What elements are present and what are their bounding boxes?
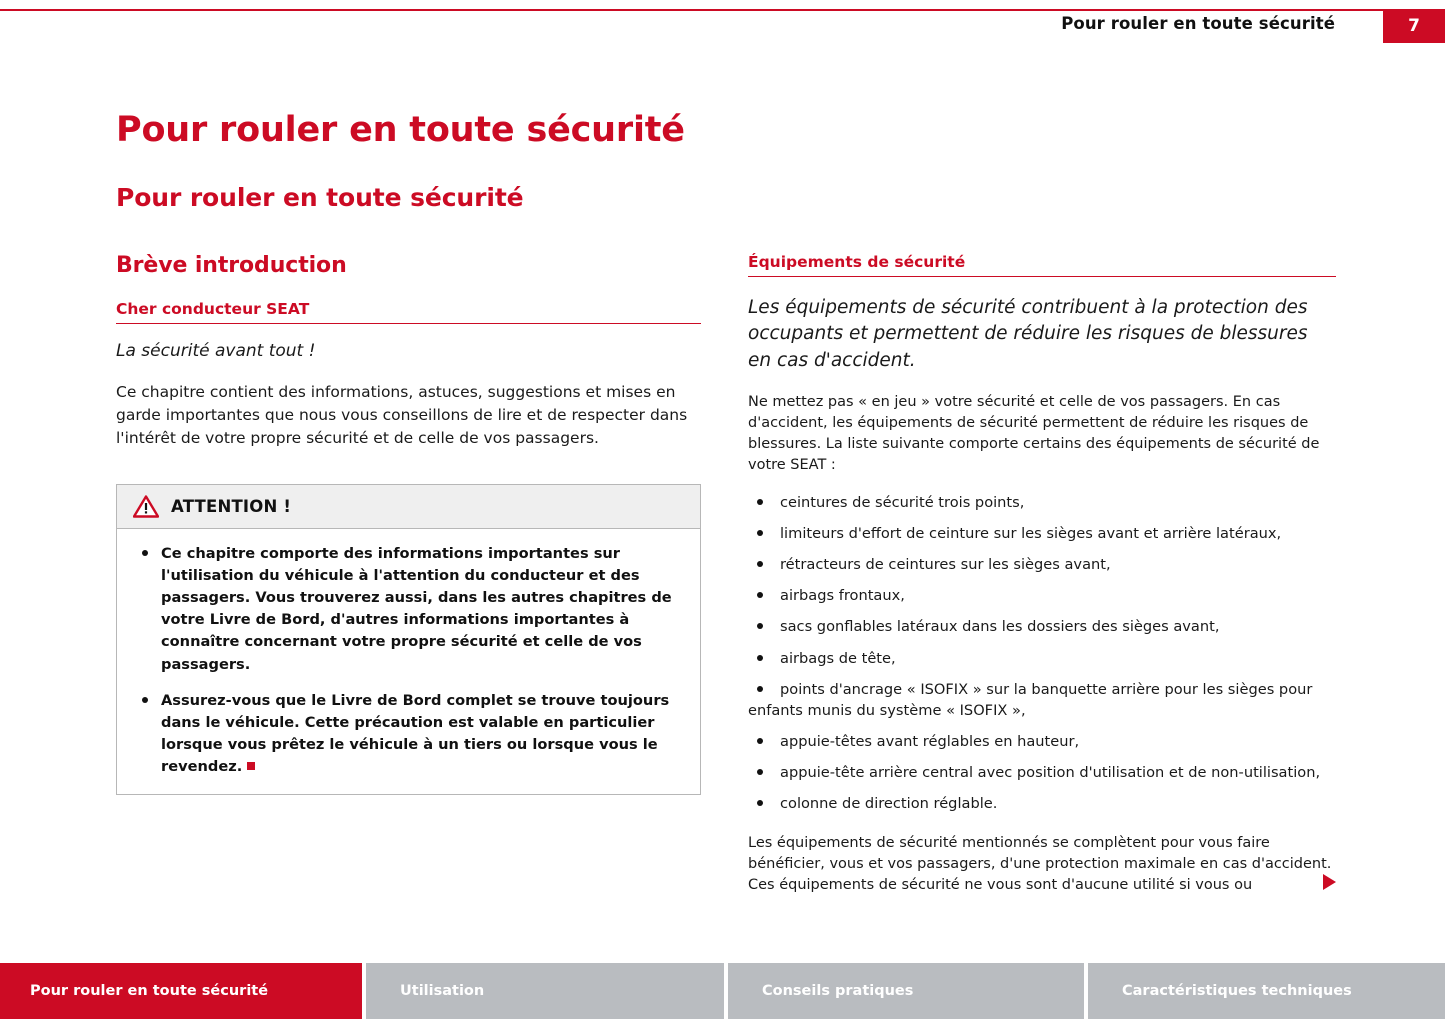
list-item-text: ceintures de sécurité trois points, xyxy=(780,493,1025,511)
warning-header xyxy=(117,485,700,529)
warning-body xyxy=(117,529,700,795)
header-chapter-title: Pour rouler en toute sécurité xyxy=(1061,14,1335,33)
right-column xyxy=(748,253,1336,896)
right-lead-text: Les équipements de sécurité contribuent à la protection des occupants et permettent de réduire les risques de blessures en cas d'accident. xyxy=(748,297,1308,371)
bullet-icon xyxy=(757,561,763,567)
warning-item xyxy=(133,690,684,779)
bullet-icon xyxy=(757,592,763,598)
list-item xyxy=(748,648,1336,669)
end-of-note-marker xyxy=(247,762,255,770)
left-subheading: Brève introduction xyxy=(116,253,347,278)
bullet-icon xyxy=(757,655,763,661)
safety-equipment-list xyxy=(748,492,1336,815)
chapter-title: Pour rouler en toute sécurité xyxy=(116,110,685,150)
list-item xyxy=(748,585,1336,606)
list-item-text: limiteurs d'effort de ceinture sur les sièges avant et arrière latéraux, xyxy=(780,525,1282,543)
list-item xyxy=(748,616,1336,637)
list-item xyxy=(748,731,1336,752)
warning-item xyxy=(133,543,684,676)
bullet-icon xyxy=(757,530,763,536)
bullet-icon xyxy=(757,499,763,505)
bullet-icon xyxy=(142,697,148,703)
bullet-icon xyxy=(757,686,763,692)
left-lead-text: La sécurité avant tout ! xyxy=(116,341,316,361)
list-item xyxy=(748,554,1336,575)
footer-tab-utilisation[interactable]: Utilisation xyxy=(362,963,724,1019)
right-body-paragraph: Ne mettez pas « en jeu » votre sécurité et celle de vos passagers. En cas d'accident, les équipements de sécurité permettent de réduire les risques de blessures. La liste suivante comporte certains des équipements de sécurité de votre SEAT : xyxy=(748,393,1320,473)
right-closing-paragraph: Les équipements de sécurité mentionnés se complètent pour vous faire bénéficier, vous et vos passagers, d'une protection maximale en cas d'accident. Ces équipements de sécurité ne vous sont d'aucune utilité si vous ou xyxy=(748,834,1332,893)
footer-tabs xyxy=(0,963,1445,1019)
warning-item-text: Assurez-vous que le Livre de Bord complet se trouve toujours dans le véhicule. Cette précaution est valable en particulier lorsque vous prêtez le véhicule à un tiers ou lorsque vous le revendez. xyxy=(161,691,670,776)
list-item xyxy=(748,523,1336,544)
warning-triangle-icon xyxy=(133,495,159,518)
page-number-badge: 7 xyxy=(1383,9,1445,43)
bullet-icon xyxy=(757,623,763,629)
list-item xyxy=(748,679,1336,721)
bullet-icon xyxy=(757,800,763,806)
list-item-text: colonne de direction réglable. xyxy=(780,795,998,813)
left-ruled-heading: Cher conducteur SEAT xyxy=(116,300,701,324)
bullet-icon xyxy=(142,550,148,556)
list-item-text: points d'ancrage « ISOFIX » sur la banquette arrière pour les sièges pour enfants munis du système « ISOFIX », xyxy=(748,680,1313,719)
list-item-text: rétracteurs de ceintures sur les sièges avant, xyxy=(780,556,1111,574)
list-item xyxy=(748,762,1336,783)
list-item-text: sacs gonflables latéraux dans les dossiers des sièges avant, xyxy=(780,618,1220,636)
right-column-tail xyxy=(748,833,1336,896)
left-body-paragraph: Ce chapitre contient des informations, astuces, suggestions et mises en garde importantes que nous vous conseillons de lire et de respecter dans l'intérêt de votre propre sécurité et de celle de vos passagers. xyxy=(116,382,688,447)
footer-tab-conseils[interactable]: Conseils pratiques xyxy=(724,963,1084,1019)
section-title: Pour rouler en toute sécurité xyxy=(116,183,524,212)
list-item-text: appuie-tête arrière central avec position d'utilisation et de non-utilisation, xyxy=(780,764,1321,782)
continuation-arrow-icon xyxy=(1323,874,1336,890)
bullet-icon xyxy=(757,738,763,744)
list-item xyxy=(748,492,1336,513)
header-divider xyxy=(0,9,1445,11)
left-column xyxy=(116,253,701,795)
list-item-text: airbags de tête, xyxy=(780,649,896,667)
list-item-text: airbags frontaux, xyxy=(780,587,905,605)
page-header xyxy=(0,0,1445,48)
right-ruled-heading: Équipements de sécurité xyxy=(748,253,1336,277)
footer-tab-caracteristiques[interactable]: Caractéristiques techniques xyxy=(1084,963,1445,1019)
warning-item-text: Ce chapitre comporte des informations importantes sur l'utilisation du véhicule à l'attention du conducteur et des passagers. Vous trouverez aussi, dans les autres chapitres de votre Livre de Bord, d'autres informations importantes à connaître concernant votre propre sécurité et celle de vos passagers. xyxy=(161,544,672,673)
warning-label: ATTENTION ! xyxy=(171,496,292,516)
list-item xyxy=(748,793,1336,814)
page-content xyxy=(0,48,1445,928)
footer-tab-securite[interactable]: Pour rouler en toute sécurité xyxy=(0,963,362,1019)
list-item-text: appuie-têtes avant réglables en hauteur, xyxy=(780,733,1080,751)
warning-box xyxy=(116,484,701,796)
